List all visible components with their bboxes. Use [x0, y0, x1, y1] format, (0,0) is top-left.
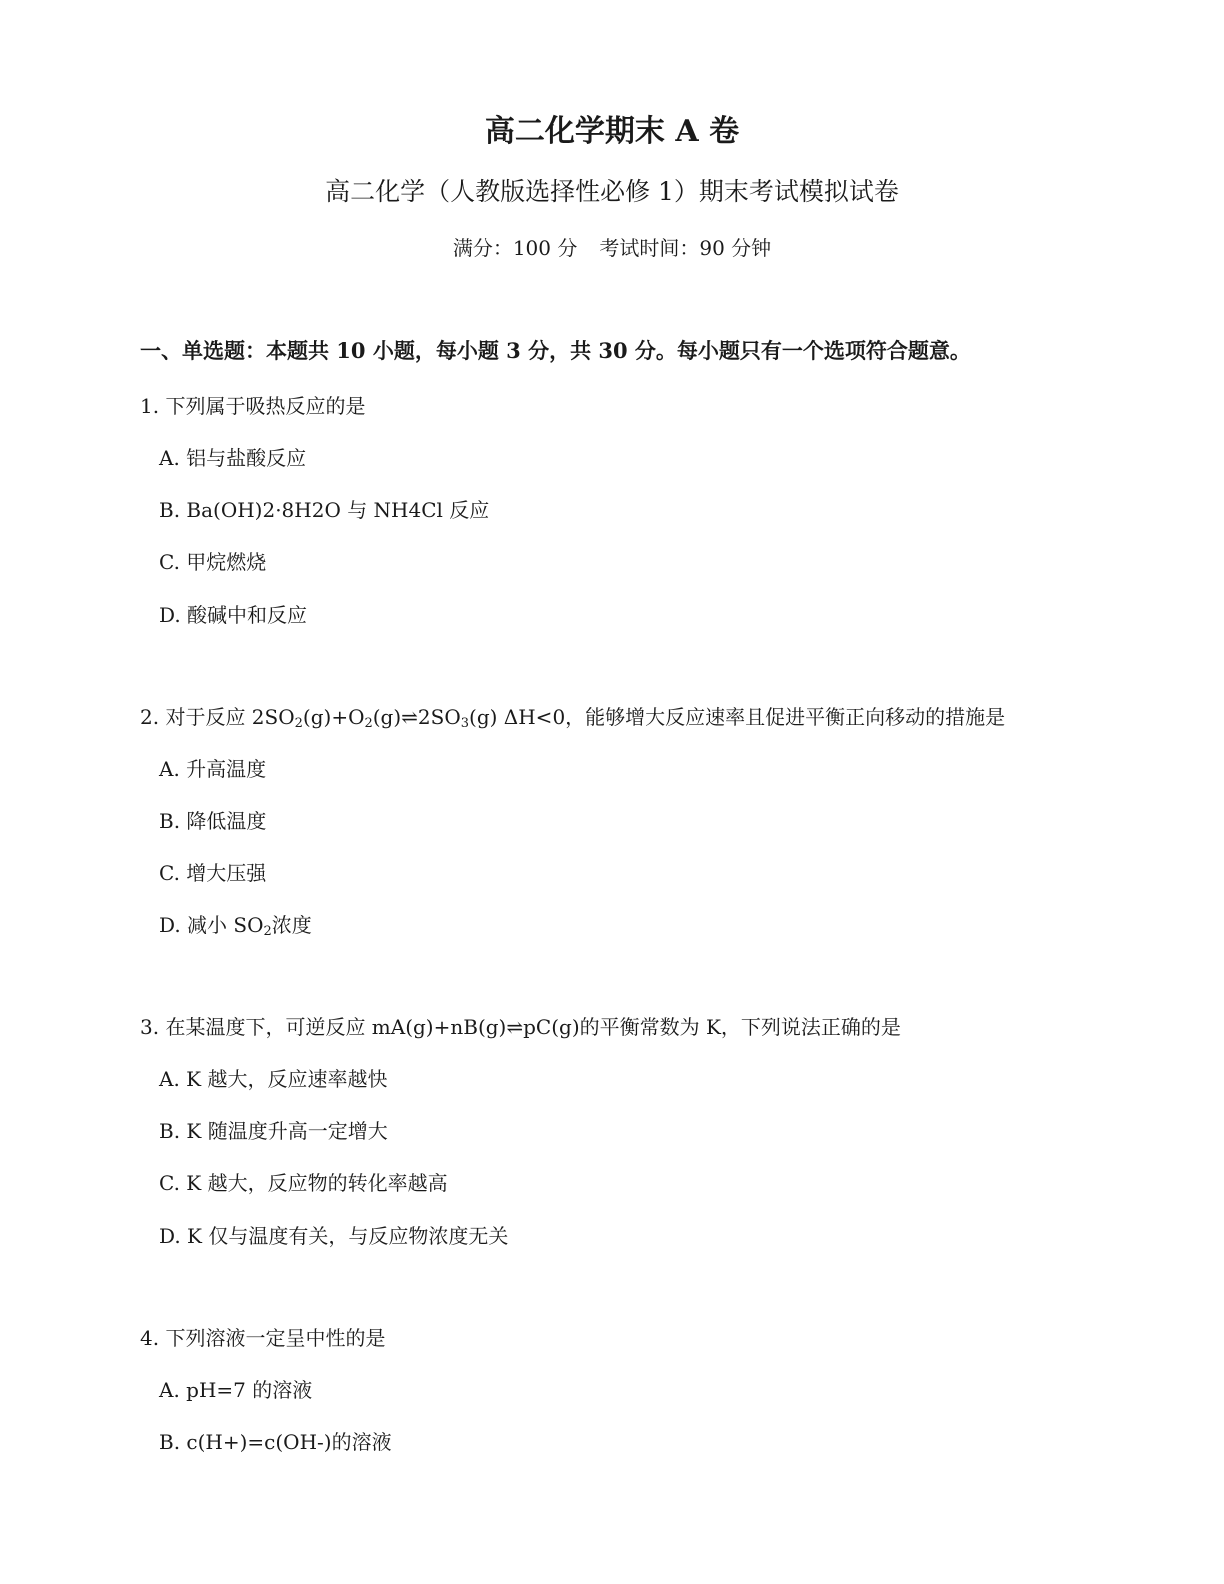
question-2-stem — [140, 702, 1005, 732]
question-4-option-b: B. c(H+)=c(OH-)的溶液 — [159, 1430, 392, 1454]
question-1-option-a: A. 铝与盐酸反应 — [159, 446, 307, 470]
exam-subtitle: 高二化学（人教版选择性必修 1）期末考试模拟试卷 — [325, 177, 899, 206]
question-3-option-c: C. K 越大，反应物的转化率越高 — [159, 1171, 448, 1195]
subscript: 2 — [364, 716, 373, 731]
stem-text: (g) ΔH<0，能够增大反应速率且促进平衡正向移动的措施是 — [469, 705, 1006, 729]
section-heading: 一、单选题：本题共 10 小题，每小题 3 分，共 30 分。每小题只有一个选项符合题意。 — [140, 338, 971, 363]
question-3-stem: 3. 在某温度下，可逆反应 mA(g)+nB(g)⇌pC(g)的平衡常数为 K，下列说法正确的是 — [140, 1015, 901, 1039]
question-1-option-d: D. 酸碱中和反应 — [159, 603, 308, 627]
exam-time: 考试时间：90 分钟 — [599, 236, 772, 260]
question-3-option-a: A. K 越大，反应速率越快 — [159, 1067, 388, 1091]
exam-title: 高二化学期末 A 卷 — [484, 114, 740, 149]
question-1-option-c: C. 甲烷燃烧 — [159, 550, 267, 574]
subscript: 2 — [294, 716, 303, 731]
stem-text: 2. 对于反应 2SO — [140, 705, 295, 729]
subscript: 3 — [460, 716, 470, 731]
question-1-stem: 1. 下列属于吸热反应的是 — [140, 394, 366, 418]
subscript: 2 — [263, 924, 272, 939]
question-3-option-b: B. K 随温度升高一定增大 — [159, 1119, 388, 1143]
question-2-option-c: C. 增大压强 — [159, 861, 267, 885]
question-2-option-d — [159, 910, 312, 940]
question-4-option-a: A. pH=7 的溶液 — [159, 1378, 313, 1402]
exam-meta — [0, 233, 1224, 263]
stem-text: (g)+O — [302, 705, 365, 729]
question-2-option-b: B. 降低温度 — [159, 809, 267, 833]
full-score: 满分：100 分 — [452, 236, 578, 260]
option-text: 浓度 — [271, 913, 312, 937]
stem-text: (g)⇌2SO — [372, 705, 461, 729]
question-4-stem: 4. 下列溶液一定呈中性的是 — [140, 1326, 386, 1350]
question-3-option-d: D. K 仅与温度有关，与反应物浓度无关 — [159, 1224, 509, 1248]
option-text: D. 减小 SO — [159, 913, 264, 937]
question-2-option-a: A. 升高温度 — [159, 757, 267, 781]
question-1-option-b: B. Ba(OH)2·8H2O 与 NH4Cl 反应 — [159, 498, 490, 522]
